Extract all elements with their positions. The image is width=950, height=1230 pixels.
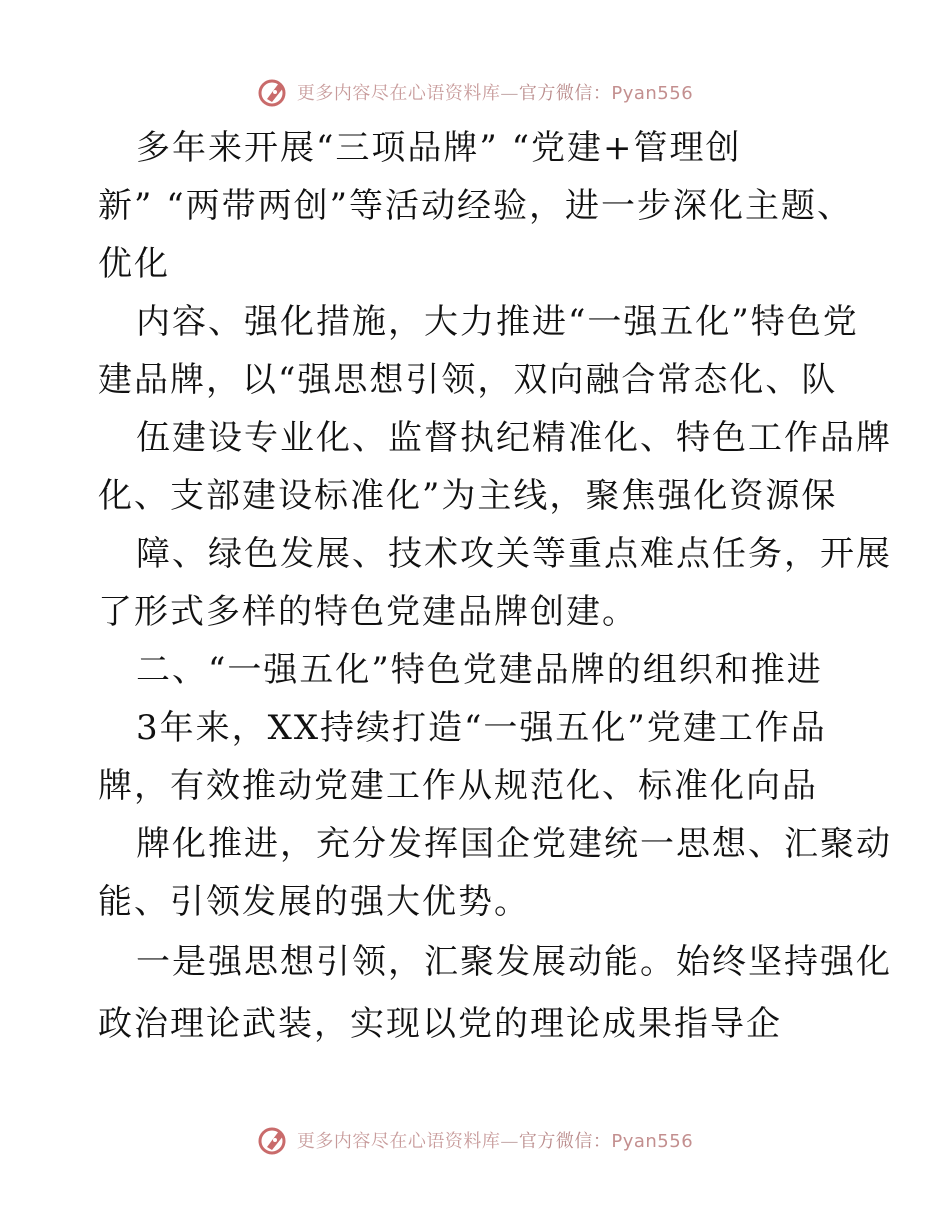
text-line: 内容、强化措施，大力推进“一强五化”特色党	[136, 302, 859, 342]
header-watermark	[0, 72, 950, 112]
text-line: 了形式多样的特色党建品牌创建。	[98, 592, 638, 632]
footer-watermark	[0, 1120, 950, 1160]
text-line: 伍建设专业化、监督执纪精准化、特色工作品牌	[136, 418, 892, 458]
watermark-text: 更多内容尽在心语资料库—官方微信：Pyan556	[296, 83, 694, 104]
text-line: 一是强思想引领，汇聚发展动能。始终坚持强化	[136, 942, 892, 982]
text-line: 障、绿色发展、技术攻关等重点难点任务，开展	[136, 534, 892, 574]
pen-nib-logo-icon	[257, 1123, 291, 1157]
text-line: 多年来开展“三项品牌” “党建+管理创	[136, 128, 742, 168]
text-line: 牌，有效推动党建工作从规范化、标准化向品	[98, 766, 818, 806]
section-heading: 二、“一强五化”特色党建品牌的组织和推进	[136, 650, 823, 690]
text-line: 建品牌，以“强思想引领，双向融合常态化、队	[98, 360, 838, 400]
text-line: 牌化推进，充分发挥国企党建统一思想、汇聚动	[136, 824, 892, 864]
pen-nib-logo-icon	[257, 75, 291, 109]
text-line: 化、支部建设标准化”为主线，聚焦强化资源保	[98, 476, 838, 516]
watermark-text: 更多内容尽在心语资料库—官方微信：Pyan556	[296, 1131, 694, 1152]
text-line: 能、引领发展的强大优势。	[98, 882, 530, 922]
text-line: 新” “两带两创”等活动经验，进一步深化主题、	[98, 186, 853, 226]
text-line: 政治理论武装，实现以党的理论成果指导企	[98, 1004, 782, 1044]
text-line: 3年来，XX持续打造“一强五化”党建工作品	[136, 708, 827, 748]
text-line: 优化	[98, 244, 170, 284]
